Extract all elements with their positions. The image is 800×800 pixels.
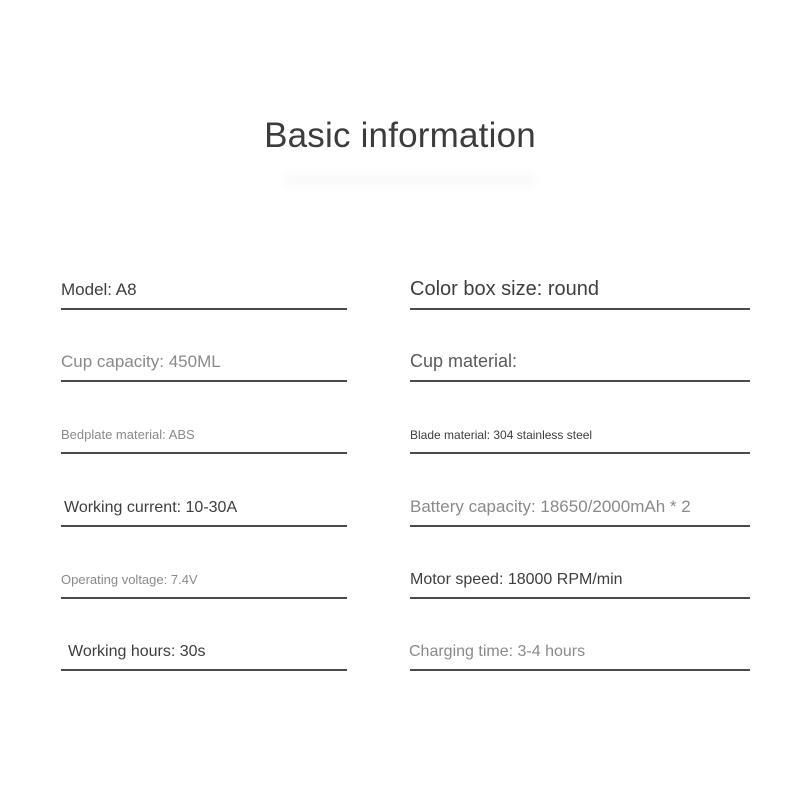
spec-label-working-hours: Working hours: 30s	[68, 643, 206, 660]
row-divider	[410, 452, 750, 454]
spec-label-charging-time: Charging time: 3-4 hours	[409, 643, 586, 660]
row-divider	[61, 525, 347, 527]
row-divider	[61, 597, 347, 599]
spec-label-model: Model: A8	[61, 280, 137, 299]
spec-label-operating-voltage: Operating voltage: 7.4V	[61, 572, 198, 587]
spec-label-blade-material: Blade material: 304 stainless steel	[410, 428, 593, 442]
row-divider	[410, 380, 750, 382]
row-divider	[61, 308, 347, 310]
spec-row-color-box-size	[410, 270, 750, 310]
spec-row-operating-voltage	[61, 559, 347, 599]
spec-label-working-current: Working current: 10-30A	[64, 499, 238, 516]
spec-row-battery-capacity	[410, 487, 750, 527]
title-shadow-decoration	[285, 172, 535, 188]
page-title: Basic information	[264, 116, 536, 155]
spec-row-cup-material	[410, 342, 750, 382]
spec-row-bedplate-material	[61, 414, 347, 454]
spec-row-cup-capacity	[61, 342, 347, 382]
row-divider	[61, 669, 347, 671]
row-divider	[410, 308, 750, 310]
spec-row-working-hours	[61, 631, 347, 671]
row-divider	[410, 669, 750, 671]
row-divider	[410, 597, 750, 599]
spec-row-blade-material	[410, 414, 750, 454]
spec-label-cup-material: Cup material:	[410, 351, 518, 371]
spec-label-cup-capacity: Cup capacity: 450ML	[61, 352, 221, 371]
spec-row-motor-speed	[410, 559, 750, 599]
spec-label-motor-speed: Motor speed: 18000 RPM/min	[410, 571, 623, 588]
spec-row-charging-time	[410, 631, 750, 671]
row-divider	[61, 452, 347, 454]
row-divider	[61, 380, 347, 382]
spec-label-battery-capacity: Battery capacity: 18650/2000mAh * 2	[410, 497, 691, 516]
spec-label-bedplate-material: Bedplate material: ABS	[61, 427, 195, 442]
spec-row-working-current	[61, 487, 347, 527]
row-divider	[410, 525, 750, 527]
spec-row-model	[61, 270, 347, 310]
spec-label-color-box-size: Color box size: round	[410, 278, 599, 300]
